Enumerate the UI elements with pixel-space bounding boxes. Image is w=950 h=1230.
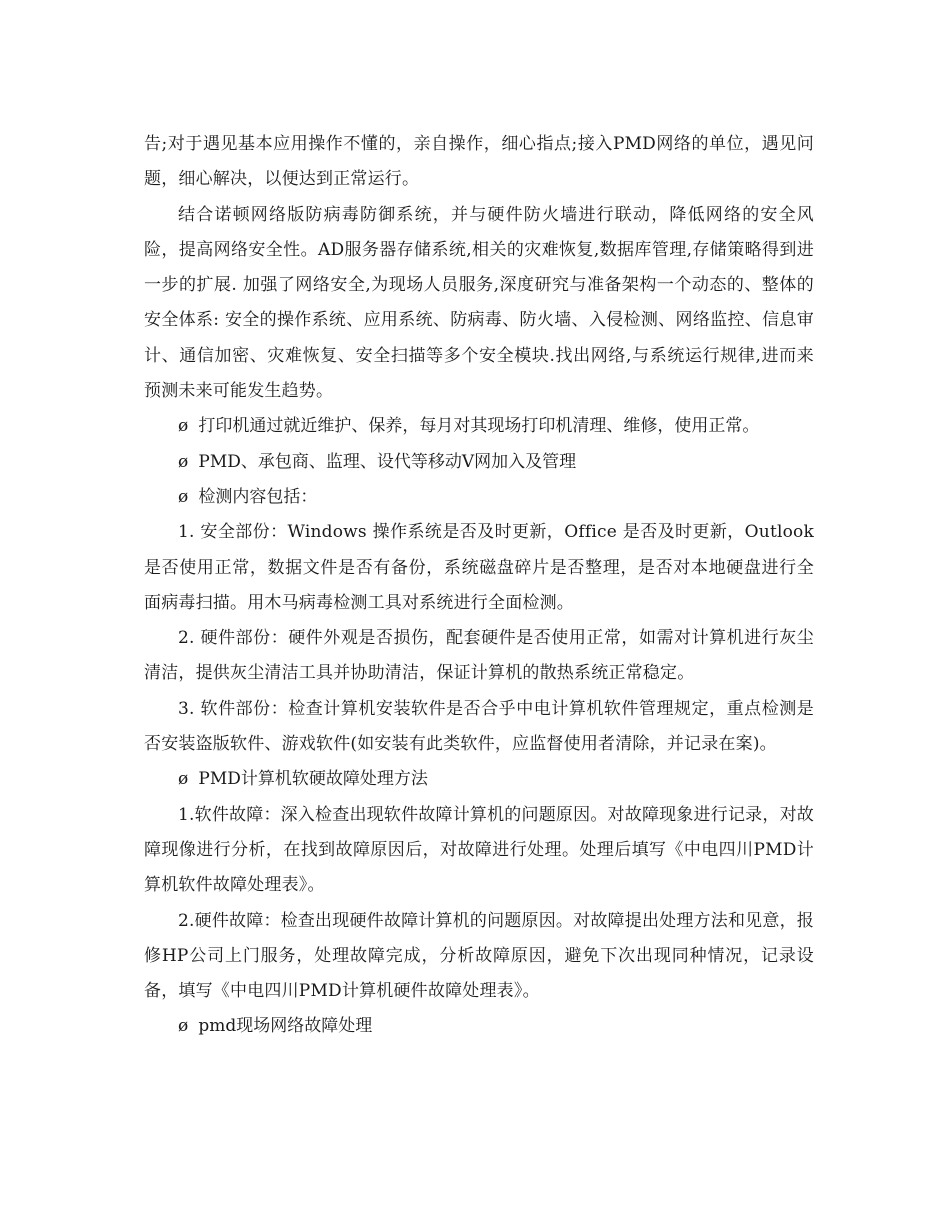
document-body: [144, 127, 814, 1045]
bullet-text: 检测内容包括：: [198, 486, 318, 507]
bullet-mark: ø: [178, 1016, 189, 1037]
bullet-text: 打印机通过就近维护、保养，每月对其现场打印机清理、维修，使用正常。: [198, 416, 760, 437]
paragraph: 1.软件故障：深入检查出现软件故障计算机的问题原因。对故障现象进行记录，对故障现像进行分析，在找到故障原因后，对故障进行处理。处理后填写《中电四川PMD计算机软件故障处理表》。: [144, 804, 814, 896]
paragraph: 3. 软件部份：检查计算机安装软件是否合乎中电计算机软件管理规定，重点检测是否安装盗版软件、游戏软件(如安装有此类软件，应监督使用者清除，并记录在案)。: [144, 698, 814, 755]
bullet-item: [144, 762, 814, 797]
bullet-mark: ø: [178, 416, 189, 437]
bullet-item: [144, 409, 814, 444]
bullet-mark: ø: [178, 451, 189, 472]
paragraph: 2. 硬件部份：硬件外观是否损伤，配套硬件是否使用正常，如需对计算机进行灰尘清洁，提供灰尘清洁工具并协助清洁，保证计算机的散热系统正常稳定。: [144, 628, 814, 684]
paragraph: 告;对于遇见基本应用操作不懂的，亲自操作，细心指点;接入PMD网络的单位，遇见问题，细心解决，以便达到正常运行。: [144, 134, 814, 190]
bullet-text: PMD计算机软硬故障处理方法: [198, 769, 428, 790]
bullet-text: pmd现场网络故障处理: [198, 1016, 373, 1037]
paragraph: 结合诺顿网络版防病毒防御系统，并与硬件防火墙进行联动，降低网络的安全风险，提高网络安全性。AD服务器存储系统,相关的灾难恢复,数据库管理,存储策略得到进一步的扩展. 加强了网络安全,为现场人员服务,深度研究与准备架构一个动态的、整体的安全体系: 安全的操作系统、应用系统、防病毒、防火墙、入侵检测、网络监控、信息审计、通信加密、灾难恢复、安全扫描等多个安全模块.找出网络,与系统运行规律,进而来预测未来可能发生趋势。: [144, 204, 814, 402]
paragraph: 1. 安全部份：Windows 操作系统是否及时更新，Office 是否及时更新，Outlook 是否使用正常，数据文件是否有备份，系统磁盘碎片是否整理，是否对本地硬盘进行全面病毒扫描。用木马病毒检测工具对系统进行全面检测。: [144, 522, 814, 613]
bullet-mark: ø: [178, 769, 189, 790]
bullet-item: [144, 480, 814, 515]
bullet-item: [144, 445, 814, 480]
paragraph: 2.硬件故障：检查出现硬件故障计算机的问题原因。对故障提出处理方法和见意，报修HP公司上门服务，处理故障完成，分析故障原因，避免下次出现同种情况，记录设备，填写《中电四川PMD计算机硬件故障处理表》。: [144, 910, 814, 1002]
bullet-text: PMD、承包商、监理、设代等移动V网加入及管理: [198, 451, 577, 472]
bullet-item: [144, 1009, 814, 1044]
bullet-mark: ø: [178, 486, 189, 507]
